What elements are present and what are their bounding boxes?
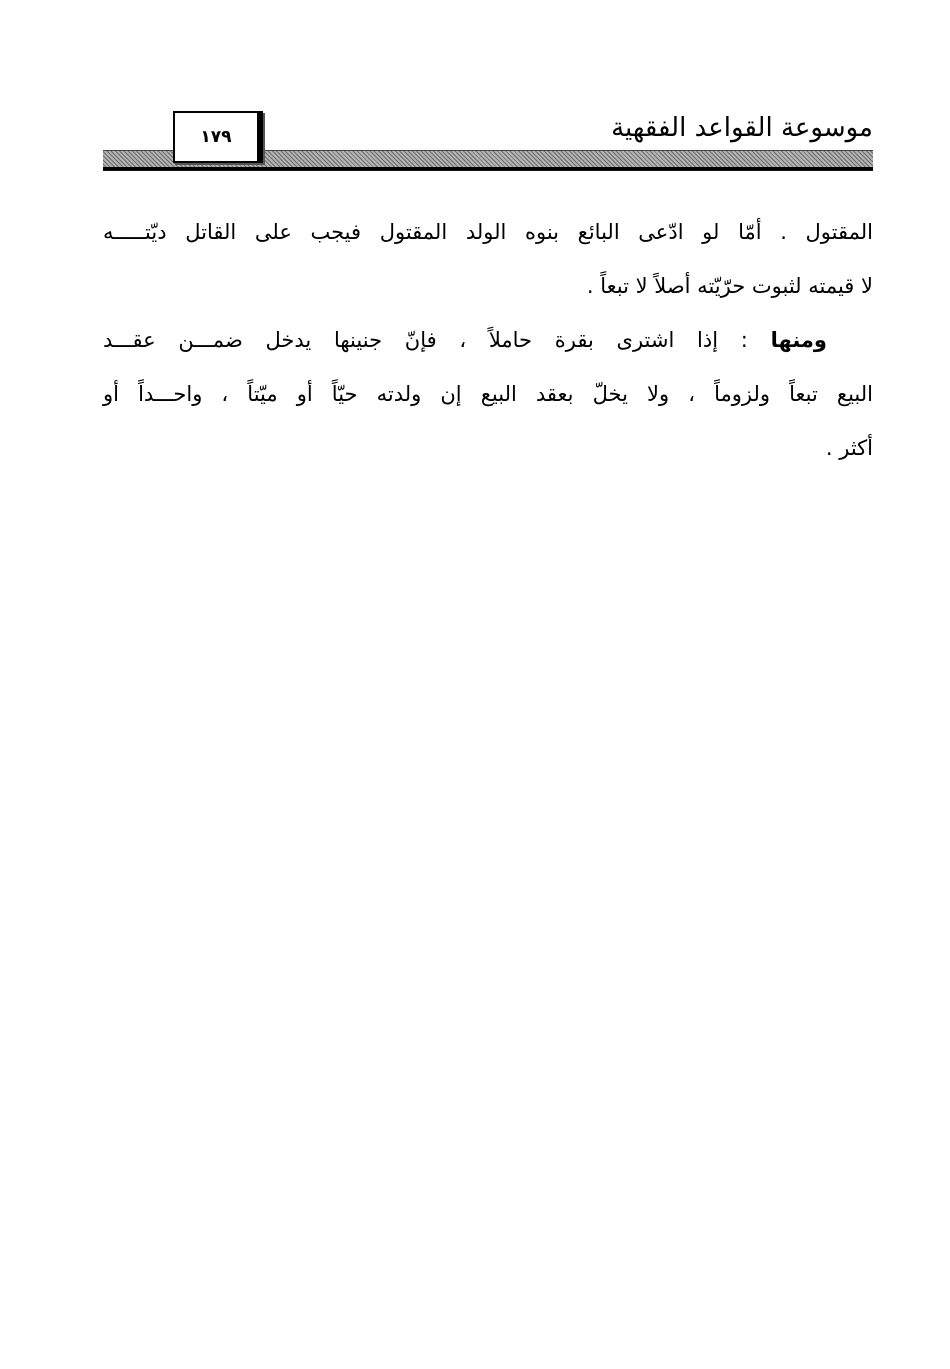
paragraph-2-line-1 <box>103 313 873 367</box>
page-header <box>103 108 873 172</box>
paragraph-1-line-2: لا قيمته لثبوت حرّيّته أصلاً لا تبعاً . <box>586 274 873 298</box>
paragraph-2-line-2: البيع تبعاً ولزوماً ، ولا يخلّ بعقد البيع إن ولدته حيّاً أو ميّتاً ، واحـــداً أو <box>103 382 873 406</box>
header-rule <box>103 167 873 170</box>
paragraph-2-lead-word: ومنها <box>770 328 827 352</box>
page-number: ١٧٩ <box>173 111 263 163</box>
paragraph-1-line-1: المقتول . أمّا لو ادّعى البائع بنوه الولد المقتول فيجب على القاتل ديّتـــــه <box>103 220 873 244</box>
paragraph-2-line-1-text: : إذا اشترى بقرة حاملاً ، فإنّ جنينها يدخل ضمـــن عقـــد <box>103 328 771 352</box>
page-body <box>103 205 873 475</box>
running-title: موسوعة القواعد الفقهية <box>611 113 873 143</box>
paragraph-2-line-3: أكثر . <box>825 436 873 460</box>
